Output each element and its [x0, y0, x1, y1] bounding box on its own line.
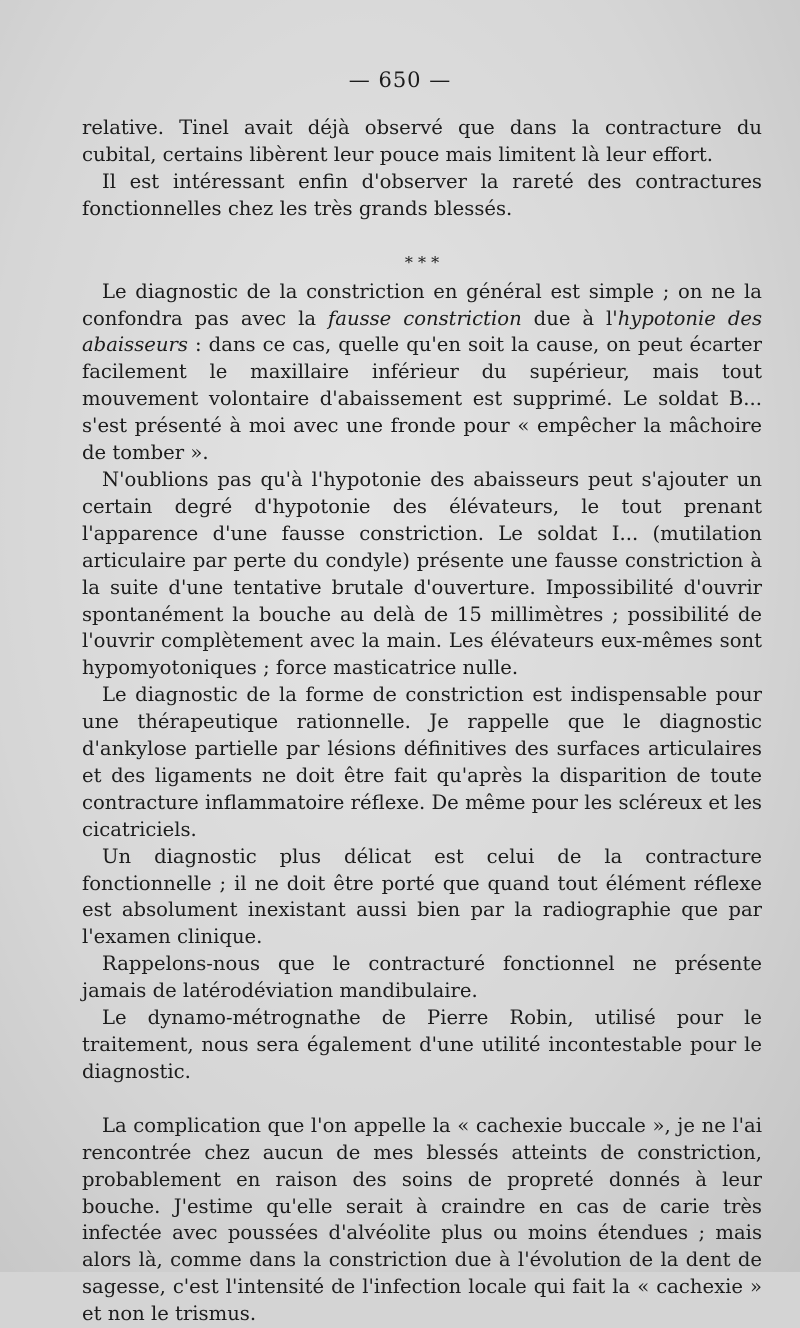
- paragraph-diagnosis-simple: [82, 279, 762, 467]
- paragraph-continuation: relative. Tinel avait déjà observé que dans la contracture du cubital, certains libèrent leur pouce mais limitent là leur effort.: [82, 116, 762, 166]
- diag-text-c: : dans ce cas, quelle qu'en soit la cause, on peut écarter facilement le maxillaire inférieur du supérieur, mais tout mouvement volontaire d'abaissement est supprimé. Le soldat B... s'est présenté à moi avec une fronde pour « empêcher la mâchoire de tomber ».: [82, 333, 762, 465]
- diag-text-b: due à l': [521, 306, 618, 330]
- paragraph-hypotonie-elevateurs: N'oublions pas qu'à l'hypotonie des abaisseurs peut s'ajouter un certain degré d'hypotonie des élévateurs, le tout prenant l'apparence d'une fausse constriction. Le soldat I... (mutilation articulaire par perte du condyle) présente une fausse constriction à la suite d'une tentative brutale d'ouverture. Impossibilité d'ouvrir spontanément la bouche au delà de 15 millimètres ; possibilité de l'ouvrir complètement avec la main. Les élévateurs eux-mêmes sont hypomyotoniques ; force masticatrice nulle.: [82, 467, 762, 680]
- page-number: — 650 —: [348, 68, 452, 92]
- paragraph-cachexie-buccale: La complication que l'on appelle la « cachexie buccale », je ne l'ai rencontrée chez aucun de mes blessés atteints de constriction, probablement en raison des soins de propreté donnés à leur bouche. J'estime qu'elle serait à craindre en cas de carie très infectée avec poussées d'alvéolite plus ou moins étendues ; mais alors là, comme dans la constriction due à l'évolution de la dent de sagesse, c'est l'intensité de l'infection locale qui fait la « cachexie » et non le trismus.: [82, 1113, 762, 1326]
- diag-emphasis-fausse-constriction: fausse constriction: [328, 306, 522, 330]
- paragraph-rarity: Il est intéressant enfin d'observer la rareté des contractures fonctionnelles chez les très grands blessés.: [82, 169, 762, 220]
- body-text: [82, 115, 762, 1328]
- section-separator-stars: * * *: [404, 252, 440, 272]
- paragraph-laterodeviation: Rappelons-nous que le contracturé fonctionnel ne présente jamais de latérodéviation mandibulaire.: [82, 952, 762, 1003]
- paragraph-contracture-fonctionnelle: Un diagnostic plus délicat est celui de la contracture fonctionnelle ; il ne doit être porté que quand tout élément réflexe est absolument inexistant aussi bien par la radiographie que par l'examen clinique.: [82, 844, 762, 949]
- diag-text-a: Le diagnostic de la constriction en général est simple ; on ne la confondra pas avec la: [82, 279, 762, 330]
- diag-emphasis-hypotonie: hypotonie des abaisseurs: [82, 306, 763, 357]
- paragraph-forme-constriction: Le diagnostic de la forme de constriction est indispensable pour une thérapeutique rationnelle. Je rappelle que le diagnostic d'ankylose partielle par lésions définitives des surfaces articulaires et des ligaments ne doit être fait qu'après la disparition de toute contracture inflammatoire réflexe. De même pour les scléreux et les cicatriciels.: [82, 683, 762, 841]
- paragraph-gap: [82, 1086, 762, 1113]
- paragraph-dynamo-metrognathe: Le dynamo-métrognathe de Pierre Robin, utilisé pour le traitement, nous sera également d'une utilité incontestable pour le diagnostic.: [82, 1006, 762, 1083]
